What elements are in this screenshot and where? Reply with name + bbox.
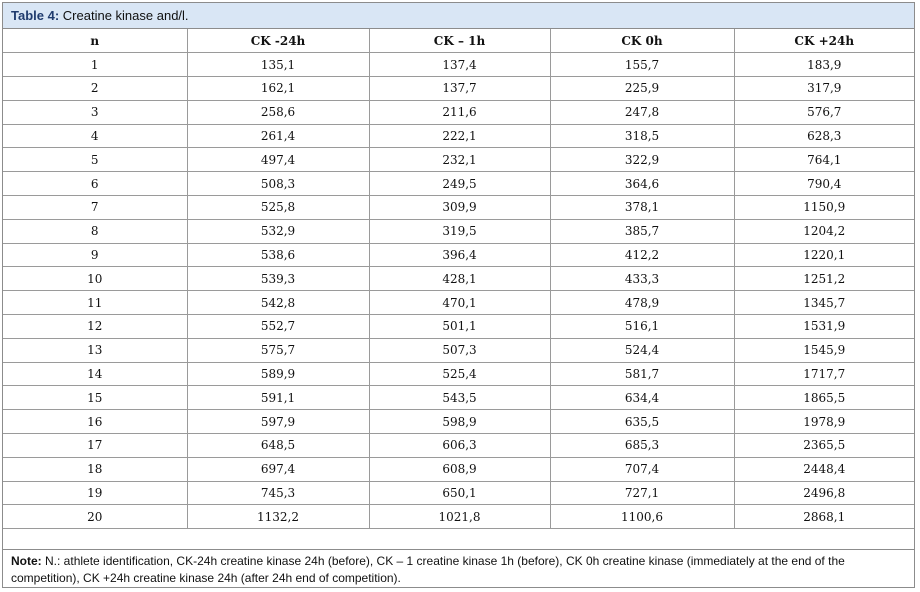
table-cell: 2448,4 (734, 457, 914, 481)
table-cell: 4 (3, 124, 187, 148)
table-row (3, 267, 914, 291)
table-cell: 1545,9 (734, 338, 914, 362)
table-cell: 11 (3, 291, 187, 315)
table-cell: 538,6 (187, 243, 369, 267)
table-cell: 183,9 (734, 53, 914, 77)
table-cell: 525,4 (369, 362, 550, 386)
table-row (3, 196, 914, 220)
table-cell: 685,3 (550, 434, 734, 458)
table-cell: 1531,9 (734, 315, 914, 339)
header-row (3, 29, 914, 53)
table-row (3, 291, 914, 315)
column-header: CK +24h (734, 29, 914, 53)
table-cell: 385,7 (550, 219, 734, 243)
table-cell: 1150,9 (734, 196, 914, 220)
table-cell: 9 (3, 243, 187, 267)
table-cell: 317,9 (734, 77, 914, 101)
table-row (3, 53, 914, 77)
column-header: CK 0h (550, 29, 734, 53)
table-cell: 18 (3, 457, 187, 481)
table-row (3, 410, 914, 434)
table-row (3, 434, 914, 458)
table-cell: 2496,8 (734, 481, 914, 505)
caption-text: Creatine kinase and/l. (62, 8, 189, 23)
table-cell: 478,9 (550, 291, 734, 315)
table-cell: 650,1 (369, 481, 550, 505)
table-cell: 532,9 (187, 219, 369, 243)
table-row (3, 338, 914, 362)
table-cell: 508,3 (187, 172, 369, 196)
table-cell: 507,3 (369, 338, 550, 362)
table-cell: 10 (3, 267, 187, 291)
table-cell: 470,1 (369, 291, 550, 315)
table-cell: 598,9 (369, 410, 550, 434)
table-cell: 6 (3, 172, 187, 196)
table-cell: 15 (3, 386, 187, 410)
table-cell: 727,1 (550, 481, 734, 505)
table-cell: 16 (3, 410, 187, 434)
table-row (3, 100, 914, 124)
table-cell: 155,7 (550, 53, 734, 77)
table-cell: 591,1 (187, 386, 369, 410)
table-cell: 428,1 (369, 267, 550, 291)
table-cell: 525,8 (187, 196, 369, 220)
table-cell: 1100,6 (550, 505, 734, 529)
table-cell: 707,4 (550, 457, 734, 481)
table-cell: 162,1 (187, 77, 369, 101)
table-cell: 247,8 (550, 100, 734, 124)
table-cell: 634,4 (550, 386, 734, 410)
table-cell: 745,3 (187, 481, 369, 505)
column-header: CK – 1h (369, 29, 550, 53)
table-cell: 12 (3, 315, 187, 339)
table-cell: 19 (3, 481, 187, 505)
table-cell: 3 (3, 100, 187, 124)
table-cell: 1717,7 (734, 362, 914, 386)
table-cell: 764,1 (734, 148, 914, 172)
table-cell: 597,9 (187, 410, 369, 434)
table-cell: 378,1 (550, 196, 734, 220)
table-cell: 581,7 (550, 362, 734, 386)
table-caption (3, 3, 914, 29)
table-cell: 543,5 (369, 386, 550, 410)
table-cell: 501,1 (369, 315, 550, 339)
table-cell: 225,9 (550, 77, 734, 101)
table-row (3, 315, 914, 339)
table-cell: 137,4 (369, 53, 550, 77)
table-cell: 697,4 (187, 457, 369, 481)
column-header: CK -24h (187, 29, 369, 53)
table-cell: 2365,5 (734, 434, 914, 458)
table-cell: 1132,2 (187, 505, 369, 529)
table-cell: 1220,1 (734, 243, 914, 267)
table-cell: 575,7 (187, 338, 369, 362)
table-cell: 412,2 (550, 243, 734, 267)
table-cell: 318,5 (550, 124, 734, 148)
table-row (3, 172, 914, 196)
table-cell: 1204,2 (734, 219, 914, 243)
note-label: Note: (11, 554, 42, 568)
table-cell: 497,4 (187, 148, 369, 172)
table-cell: 2 (3, 77, 187, 101)
table-cell: 137,7 (369, 77, 550, 101)
column-header: n (3, 29, 187, 53)
table-cell: 5 (3, 148, 187, 172)
table-cell: 576,7 (734, 100, 914, 124)
table-cell: 8 (3, 219, 187, 243)
table-cell: 2868,1 (734, 505, 914, 529)
table-cell: 261,4 (187, 124, 369, 148)
table-cell: 211,6 (369, 100, 550, 124)
table-cell: 322,9 (550, 148, 734, 172)
table-row (3, 386, 914, 410)
table-cell: 628,3 (734, 124, 914, 148)
table-cell: 589,9 (187, 362, 369, 386)
table-row (3, 481, 914, 505)
table-cell: 222,1 (369, 124, 550, 148)
table-cell: 790,4 (734, 172, 914, 196)
table-cell: 13 (3, 338, 187, 362)
table-row (3, 457, 914, 481)
table-cell: 648,5 (187, 434, 369, 458)
table-cell: 524,4 (550, 338, 734, 362)
table-cell: 1021,8 (369, 505, 550, 529)
caption-label: Table 4: (11, 8, 60, 23)
table-cell: 433,3 (550, 267, 734, 291)
table-cell: 552,7 (187, 315, 369, 339)
table-cell: 539,3 (187, 267, 369, 291)
table-cell: 635,5 (550, 410, 734, 434)
table-cell: 258,6 (187, 100, 369, 124)
table-body (3, 53, 914, 529)
table-cell: 364,6 (550, 172, 734, 196)
table-row (3, 77, 914, 101)
table-row (3, 148, 914, 172)
table-cell: 319,5 (369, 219, 550, 243)
table-frame (2, 2, 915, 588)
table-cell: 1251,2 (734, 267, 914, 291)
table-cell: 1865,5 (734, 386, 914, 410)
table-note (3, 549, 914, 587)
table-cell: 1978,9 (734, 410, 914, 434)
table-cell: 20 (3, 505, 187, 529)
table-row (3, 362, 914, 386)
table-cell: 232,1 (369, 148, 550, 172)
note-text: N.: athlete identification, CK-24h creatine kinase 24h (before), CK – 1 creatine kinase 1h (before), CK 0h creatine kinase (immediately at the end of the competition), CK +24h creatine kinase 24h (after 24h end of competition). (11, 554, 845, 585)
table-cell: 396,4 (369, 243, 550, 267)
table-row (3, 219, 914, 243)
table-cell: 7 (3, 196, 187, 220)
table-row (3, 243, 914, 267)
table-cell: 249,5 (369, 172, 550, 196)
table-row (3, 124, 914, 148)
table-cell: 542,8 (187, 291, 369, 315)
table-cell: 1345,7 (734, 291, 914, 315)
table-cell: 14 (3, 362, 187, 386)
table-cell: 608,9 (369, 457, 550, 481)
table-cell: 1 (3, 53, 187, 77)
table-cell: 17 (3, 434, 187, 458)
data-table (3, 29, 914, 529)
table-row (3, 505, 914, 529)
table-cell: 309,9 (369, 196, 550, 220)
table-cell: 606,3 (369, 434, 550, 458)
table-cell: 516,1 (550, 315, 734, 339)
table-cell: 135,1 (187, 53, 369, 77)
